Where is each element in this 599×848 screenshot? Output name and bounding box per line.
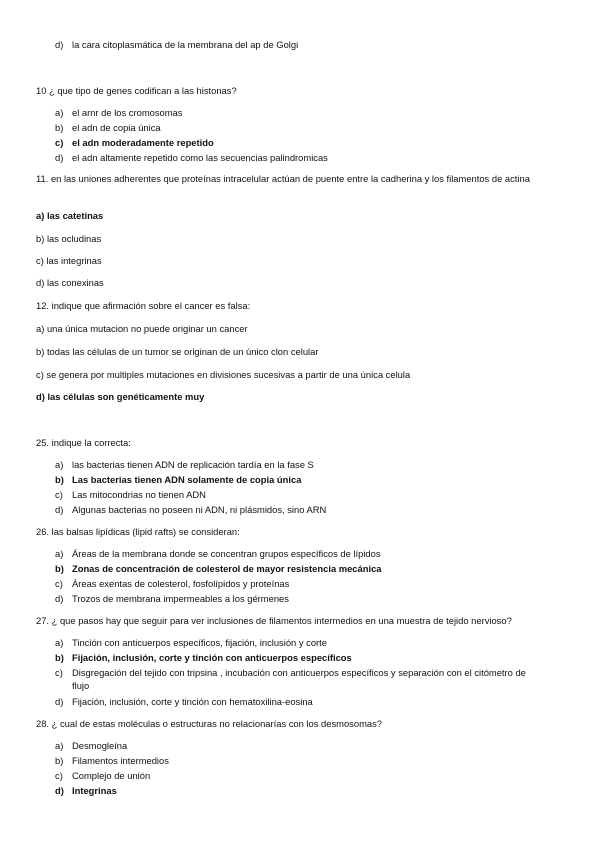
question-10-option-a: a) el arnr de los cromosomas: [55, 107, 183, 118]
question-11-title: 11. en las uniones adherentes que proteínas intracelular actúan de puente entre la cadherina y los filamentos de actina: [36, 173, 530, 184]
question-28-option-d: d) Integrinas: [55, 785, 117, 796]
question-25-option-c: c) Las mitocondrias no tienen ADN: [55, 489, 206, 500]
question-27-option-c: c) Disgregación del tejido con tripsina , incubación con anticuerpos específicos y separación con el citómetro de flujo: [55, 667, 526, 691]
question-25-title: 25. indique la correcta:: [36, 437, 131, 448]
option-d: d) la cara citoplasmática de la membrana del ap de Golgi: [55, 39, 299, 50]
question-27-option-b: b) Fijación, inclusión, corte y tinción con anticuerpos específicos: [55, 652, 352, 663]
question-11-option-b: b) las ocludinas: [36, 233, 102, 244]
question-10-option-d: d) el adn altamente repetido como las secuencias palindromicas: [55, 152, 328, 163]
question-26-option-c: c) Áreas exentas de colesterol, fosfolípidos y proteínas: [55, 578, 290, 589]
question-11-option-a: a) las catetinas: [36, 210, 104, 221]
question-27-option-a: a) Tinción con anticuerpos específicos, fijación, inclusión y corte: [55, 637, 327, 648]
question-11-option-c: c) las integrinas: [36, 255, 102, 266]
question-10-title: 10 ¿ que tipo de genes codifican a las histonas?: [36, 85, 237, 96]
question-25-option-b: b) Las bacterias tienen ADN solamente de copia única: [55, 474, 302, 485]
question-25-option-d: d) Algunas bacterias no poseen ni ADN, ni plásmidos, sino ARN: [55, 504, 327, 515]
question-28-title: 28. ¿ cual de estas moléculas o estructuras no relacionarías con los desmosomas?: [36, 718, 383, 729]
question-26-option-b: b) Zonas de concentración de colesterol de mayor resistencia mecánica: [55, 563, 382, 574]
question-26-title: 26. las balsas lipídicas (lipid rafts) se consideran:: [36, 526, 240, 537]
question-28-option-a: a) Desmogleína: [55, 740, 128, 751]
question-11-option-d: d) las conexinas: [36, 277, 104, 288]
question-26-option-a: a) Áreas de la membrana donde se concentran grupos específicos de lípidos: [55, 548, 381, 559]
question-10-option-b: b) el adn de copia única: [55, 122, 161, 133]
question-28-option-c: c) Complejo de unión: [55, 770, 151, 781]
question-12-option-a: a) una única mutacion no puede originar un cancer: [36, 323, 248, 334]
question-27-title: 27. ¿ que pasos hay que seguir para ver inclusiones de filamentos intermedios en una muestra de tejido nervioso?: [36, 615, 512, 626]
question-28-option-b: b) Filamentos intermedios: [55, 755, 169, 766]
question-12-option-c: c) se genera por multiples mutaciones en divisiones sucesivas a partir de una única celula: [36, 369, 411, 380]
question-26-option-d: d) Trozos de membrana impermeables a los gérmenes: [55, 593, 289, 604]
question-27-option-d: d) Fijación, inclusión, corte y tinción con hematoxilina-eosina: [55, 696, 313, 707]
question-12-option-d: d) las células son genéticamente muy: [36, 391, 205, 402]
question-12-title: 12. indique que afirmación sobre el cancer es falsa:: [36, 300, 251, 311]
question-10-option-c: c) el adn moderadamente repetido: [55, 137, 214, 148]
question-12-option-b: b) todas las células de un tumor se originan de un único clon celular: [36, 346, 319, 357]
question-25-option-a: a) las bacterias tienen ADN de replicación tardía en la fase S: [55, 459, 314, 470]
